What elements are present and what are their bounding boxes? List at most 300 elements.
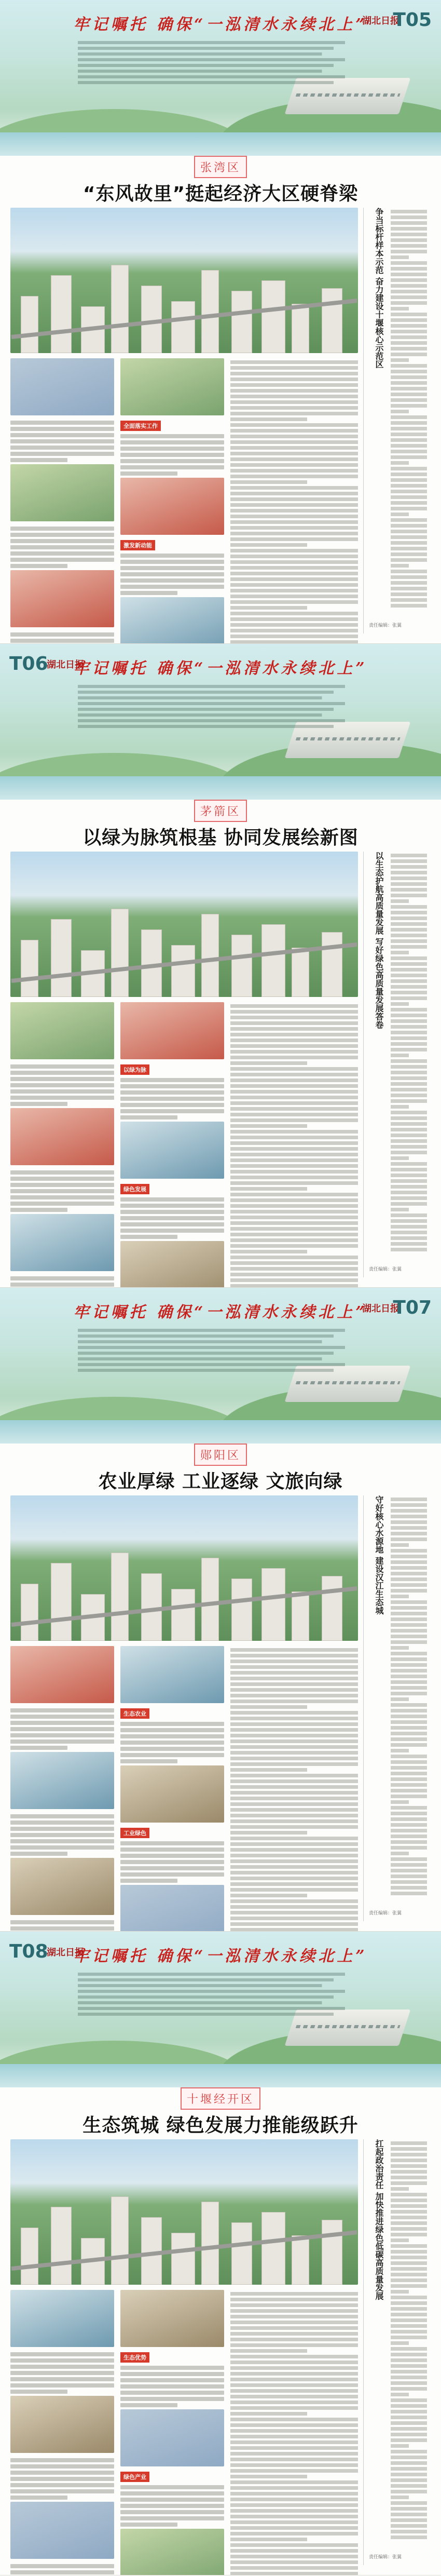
text-line: [391, 1076, 427, 1080]
text-line: [120, 1866, 224, 1870]
text-line: [120, 2403, 177, 2407]
article-body: [120, 554, 224, 595]
article-photo: [120, 2290, 224, 2347]
text-line: [230, 2526, 358, 2530]
text-line: [391, 1019, 427, 1023]
text-line: [391, 393, 427, 396]
text-line: [391, 427, 427, 430]
page-slogan: 牢记嘱托 确保“一泓清水永续北上”: [73, 1947, 368, 1965]
hero-photo-building: [21, 296, 38, 353]
text-line: [391, 290, 427, 293]
banner-water: [0, 776, 441, 800]
text-line: [120, 1747, 224, 1751]
text-line: [391, 410, 409, 413]
text-line: [391, 1657, 427, 1661]
text-line: [230, 2418, 358, 2421]
text-line: [230, 435, 358, 438]
article-body: [10, 632, 114, 644]
article-body: [120, 1078, 224, 1120]
text-line: [391, 916, 427, 920]
subhead-label: 全面落实工作: [120, 421, 161, 431]
text-line: [230, 509, 358, 512]
masthead-logo: 湖北日报: [362, 1303, 399, 1314]
text-line: [391, 1503, 427, 1507]
hero-photo-building: [201, 1558, 219, 1641]
text-line: [230, 1762, 358, 1766]
text-line: [120, 1879, 177, 1883]
text-line: [230, 600, 358, 604]
text-line: [391, 284, 427, 288]
article-photo: [120, 597, 224, 644]
text-line: [230, 1894, 307, 1897]
text-line: [230, 1278, 358, 1282]
text-line: [10, 1202, 114, 1206]
text-line: [10, 551, 114, 556]
text-line: [10, 539, 114, 543]
text-line: [391, 2404, 427, 2408]
intro-text-line: [78, 64, 368, 67]
banner-water: [0, 132, 441, 156]
hero-photo-building: [292, 1592, 309, 1641]
text-line: [230, 537, 358, 541]
text-line: [391, 347, 427, 350]
text-line: [391, 2501, 427, 2505]
text-line: [10, 1746, 67, 1750]
text-line: [391, 1737, 427, 1741]
text-line: [230, 395, 358, 398]
text-line: [391, 1852, 409, 1855]
text-line: [230, 1711, 358, 1715]
text-line: [391, 1145, 427, 1149]
text-line: [391, 1116, 427, 1120]
text-line: [230, 572, 358, 575]
intro-text-line: [78, 81, 368, 84]
text-line: [120, 1097, 224, 1101]
text-line: [391, 1059, 427, 1063]
text-line: [391, 1869, 427, 1872]
sidebar-text: [391, 208, 427, 610]
text-line: [230, 1073, 358, 1076]
text-line: [391, 1880, 427, 1884]
text-line: [230, 1877, 358, 1880]
article-column-middle: [120, 358, 224, 644]
text-line: [10, 2371, 114, 2375]
text-line: [391, 1054, 409, 1057]
text-line: [391, 1242, 427, 1246]
text-line: [230, 412, 358, 415]
text-line: [120, 1216, 224, 1220]
article-photo: [10, 1858, 114, 1915]
text-line: [391, 1236, 427, 1240]
text-line: [391, 467, 427, 470]
text-line: [230, 2498, 358, 2501]
text-line: [10, 1071, 114, 1075]
text-line: [120, 591, 177, 595]
article-body: [120, 1197, 224, 1239]
text-line: [120, 1084, 224, 1088]
text-line: [391, 2347, 427, 2351]
text-line: [391, 461, 409, 465]
hero-photo-building: [201, 2202, 219, 2285]
text-line: [391, 370, 427, 373]
text-line: [230, 2440, 358, 2444]
hero-photo-building: [322, 932, 342, 997]
text-line: [120, 1841, 224, 1845]
text-line: [230, 520, 358, 524]
subhead-label: 以绿为脉: [120, 1064, 149, 1075]
text-line: [391, 295, 427, 299]
text-line: [230, 486, 358, 490]
text-line: [230, 612, 358, 615]
text-line: [391, 2467, 427, 2471]
text-line: [120, 578, 224, 583]
text-line: [230, 1774, 358, 1777]
text-line: [391, 2353, 427, 2356]
hero-photo-building: [261, 280, 285, 353]
text-line: [10, 1727, 114, 1731]
intro-text-line: [78, 58, 368, 61]
text-line: [230, 1871, 358, 1874]
text-line: [230, 1021, 358, 1025]
text-line: [391, 495, 427, 499]
text-line: [391, 1048, 427, 1051]
text-line: [391, 1208, 409, 1211]
text-line: [230, 2366, 358, 2370]
text-line: [391, 1583, 427, 1587]
text-line: [230, 1911, 358, 1914]
hero-photo-building: [111, 909, 129, 997]
text-line: [230, 577, 358, 581]
text-line: [391, 530, 427, 533]
text-line: [120, 459, 224, 463]
article-photo: [10, 1646, 114, 1703]
text-line: [10, 1845, 114, 1850]
text-line: [230, 1244, 358, 1248]
text-line: [391, 1082, 427, 1086]
article-photo: [10, 570, 114, 627]
text-line: [391, 2141, 427, 2145]
newspaper-page: [0, 1932, 441, 2575]
text-line: [391, 1806, 427, 1810]
text-line: [230, 1233, 358, 1236]
masthead-logo: 湖北日报: [47, 1947, 84, 1958]
hero-photo-building: [292, 304, 309, 353]
text-line: [391, 2307, 427, 2311]
text-line: [10, 2564, 114, 2568]
masthead-logo: 湖北日报: [47, 659, 84, 670]
text-line: [120, 1103, 224, 1107]
text-line: [230, 526, 358, 530]
text-line: [391, 1823, 427, 1827]
text-line: [230, 1181, 358, 1185]
article-photo: [10, 1002, 114, 1059]
text-line: [230, 400, 358, 404]
text-line: [230, 1854, 358, 1857]
text-line: [391, 1863, 427, 1867]
text-line: [120, 1229, 224, 1233]
text-line: [391, 922, 427, 926]
text-line: [230, 1882, 358, 1886]
text-line: [391, 564, 409, 568]
text-line: [391, 2381, 427, 2385]
text-line: [391, 518, 427, 522]
text-line: [10, 1183, 114, 1187]
text-line: [230, 1204, 358, 1208]
text-line: [120, 1734, 224, 1738]
text-line: [391, 1777, 427, 1781]
text-line: [230, 1056, 358, 1059]
text-line: [230, 2389, 358, 2393]
text-line: [391, 1612, 427, 1615]
text-line: [10, 1170, 114, 1175]
article-photo: [120, 2409, 224, 2466]
article-body: [10, 527, 114, 568]
text-line: [230, 1694, 358, 1697]
text-line: [391, 2233, 427, 2236]
text-line: [10, 1827, 114, 1831]
text-line: [391, 2530, 427, 2533]
text-line: [391, 2313, 427, 2316]
text-line: [120, 2491, 224, 2496]
text-line: [230, 1814, 358, 1817]
text-line: [391, 1669, 427, 1673]
text-line: [120, 2516, 224, 2520]
text-line: [391, 433, 427, 436]
hero-photo-building: [231, 935, 252, 997]
text-line: [230, 503, 358, 507]
text-line: [230, 1067, 358, 1071]
text-line: [391, 1640, 427, 1644]
text-line: [391, 1134, 427, 1137]
text-line: [10, 564, 67, 568]
text-line: [391, 512, 409, 516]
text-line: [230, 2572, 358, 2575]
text-line: [391, 570, 427, 573]
text-line: [391, 1812, 427, 1815]
text-line: [391, 1892, 427, 1895]
text-line: [10, 545, 114, 549]
text-line: [10, 639, 114, 643]
text-line: [391, 1515, 427, 1518]
text-line: [120, 1078, 224, 1082]
hero-photo-building: [171, 2233, 195, 2285]
text-line: [391, 2199, 427, 2202]
text-line: [391, 450, 427, 453]
hero-photo-building: [21, 940, 38, 997]
page-slogan: 牢记嘱托 确保“一泓清水永续北上”: [73, 659, 368, 678]
text-line: [391, 592, 427, 596]
text-line: [391, 273, 427, 276]
text-line: [391, 490, 427, 493]
text-line: [10, 1283, 114, 1287]
text-line: [230, 492, 358, 495]
text-line: [391, 2290, 409, 2294]
text-line: [391, 221, 427, 225]
text-line: [10, 2496, 67, 2500]
sidebar-text: [391, 852, 427, 1253]
sidebar-vertical-headline: 守好核心水源地 建设汉江生态城: [374, 1495, 384, 1615]
text-line: [230, 2560, 358, 2564]
text-line: [391, 1225, 427, 1229]
text-line: [391, 261, 427, 265]
text-line: [230, 2509, 358, 2513]
article-body: [120, 1841, 224, 1883]
page-byline: 责任编辑：张翼: [369, 623, 402, 628]
text-line: [391, 1629, 427, 1633]
text-line: [391, 894, 427, 897]
text-line: [391, 2273, 427, 2276]
article-body: [10, 1276, 114, 1288]
text-line: [391, 2427, 427, 2431]
text-line: [230, 1084, 358, 1088]
hero-photo-building: [231, 2222, 252, 2285]
text-line: [391, 1749, 409, 1752]
text-line: [120, 1235, 177, 1239]
article-photo: [120, 1885, 224, 1932]
text-line: [10, 2483, 114, 2487]
text-line: [230, 1722, 358, 1726]
text-line: [230, 1757, 358, 1760]
intro-text-line: [78, 1995, 368, 1999]
text-line: [391, 1755, 427, 1758]
text-line: [391, 301, 427, 305]
text-line: [391, 581, 427, 585]
text-line: [230, 417, 307, 421]
text-line: [391, 1846, 427, 1850]
intro-text-line: [78, 1984, 368, 1987]
page-banner: [0, 1932, 441, 2087]
sidebar-article: [363, 852, 431, 1277]
text-line: [10, 1721, 114, 1725]
text-line: [391, 2376, 427, 2379]
text-line: [391, 939, 427, 943]
article-column-wide: [230, 2290, 358, 2575]
hero-photo-building: [21, 1584, 38, 1641]
text-line: [230, 1267, 358, 1271]
text-line: [391, 1213, 427, 1217]
text-line: [230, 2492, 358, 2496]
text-line: [391, 444, 427, 448]
text-line: [391, 2164, 427, 2168]
section-subhead: [120, 1184, 224, 1194]
text-line: [10, 2365, 114, 2369]
page-byline: 责任编辑：张翼: [369, 1267, 402, 1272]
page-headline: “东风故里”挺起经济大区硬脊梁: [82, 183, 359, 205]
text-line: [391, 1025, 427, 1029]
subhead-label: 绿色产业: [120, 2472, 149, 2482]
text-line: [391, 1692, 427, 1695]
text-line: [230, 463, 358, 467]
text-line: [391, 1606, 427, 1610]
text-line: [391, 974, 427, 977]
intro-text-block: [78, 1970, 368, 2018]
hero-photo-building: [261, 2212, 285, 2285]
text-line: [230, 1848, 358, 1852]
text-line: [391, 1248, 427, 1251]
text-line: [120, 2397, 224, 2401]
text-line: [391, 2330, 427, 2334]
text-line: [391, 854, 427, 857]
text-line: [230, 1779, 358, 1783]
text-line: [230, 469, 358, 473]
text-line: [391, 1817, 427, 1821]
text-line: [230, 2315, 358, 2318]
text-line: [230, 1170, 358, 1174]
text-line: [391, 330, 427, 333]
text-line: [120, 1860, 224, 1864]
text-line: [230, 1078, 358, 1082]
text-line: [120, 1222, 224, 1226]
text-line: [391, 899, 409, 903]
text-line: [391, 2416, 427, 2419]
hero-photo-building: [21, 2228, 38, 2285]
text-line: [391, 2336, 427, 2339]
text-line: [391, 962, 427, 966]
text-line: [391, 1094, 427, 1097]
text-line: [230, 2378, 358, 2381]
text-line: [10, 1102, 67, 1106]
text-line: [391, 1709, 427, 1712]
text-line: [391, 2227, 427, 2231]
intro-text-line: [78, 1973, 368, 1976]
text-line: [230, 1101, 358, 1105]
text-line: [10, 1733, 114, 1737]
text-line: [391, 1617, 427, 1621]
article-column-wide: [230, 1646, 358, 1932]
text-line: [391, 1014, 427, 1017]
text-line: [10, 1926, 114, 1931]
intro-text-line: [78, 1978, 368, 1981]
text-line: [230, 1238, 358, 1242]
text-line: [230, 1284, 358, 1288]
text-line: [230, 1859, 358, 1863]
text-line: [391, 2496, 409, 2499]
text-line: [391, 2181, 427, 2185]
text-line: [120, 572, 224, 576]
intro-text-line: [78, 2001, 368, 2004]
text-line: [230, 2383, 358, 2387]
text-line: [230, 1917, 358, 1920]
text-line: [391, 381, 427, 385]
text-line: [120, 1847, 224, 1852]
text-line: [230, 1141, 358, 1145]
text-line: [391, 535, 427, 539]
text-line: [391, 2473, 427, 2476]
text-line: [230, 1158, 358, 1162]
text-line: [391, 2261, 427, 2265]
text-line: [391, 1122, 427, 1126]
subhead-label: 工业绿色: [120, 1828, 149, 1838]
text-line: [230, 1176, 358, 1179]
text-line: [230, 1865, 358, 1869]
text-line: [230, 1193, 358, 1196]
text-line: [391, 1886, 427, 1890]
text-line: [391, 2398, 427, 2402]
text-line: [10, 1739, 114, 1744]
banner-water: [0, 1420, 441, 1444]
text-line: [391, 1623, 427, 1627]
text-line: [230, 1837, 358, 1840]
text-line: [230, 617, 358, 621]
text-line: [391, 968, 427, 972]
text-line: [230, 2543, 358, 2547]
text-line: [10, 452, 114, 456]
text-line: [391, 2478, 427, 2482]
text-line: [391, 1520, 427, 1524]
text-line: [230, 2486, 358, 2490]
hero-photo-building: [322, 1576, 342, 1641]
article-column-middle: [120, 1002, 224, 1288]
